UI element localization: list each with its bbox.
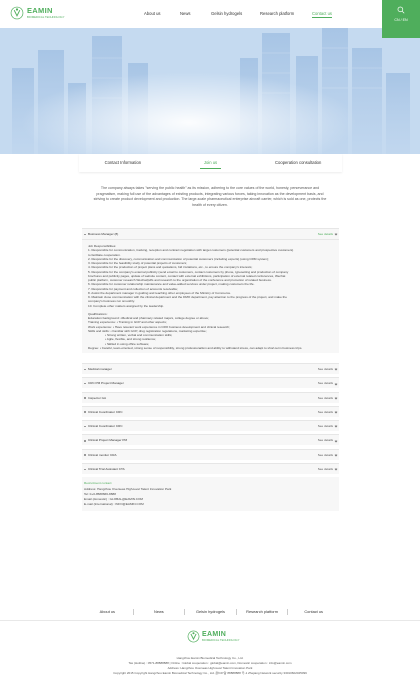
see-details-link[interactable]: See details [317,395,333,400]
job-title: Clinical Coordinator CRC [88,424,123,429]
language-switch[interactable] [382,0,420,38]
tab-cooperation-consultation[interactable]: Cooperation consultation [275,160,322,165]
footer-divider [0,620,420,621]
job-title: Clinical monitor CRA [88,452,117,457]
qualification-line: Training experience: • Training in GCP and other aspects; [88,320,167,325]
chevron-down-icon[interactable] [334,411,337,414]
job-title: CRC PM Project Manager [88,381,124,386]
job-header[interactable] [82,449,339,460]
contact-address: Address: Hangzhou Overseas High-level Talent Innovation Park [84,486,172,491]
city-skyline-image [0,28,420,154]
recruitment-intro: The company always takes "serving the public health" as its mission, adhering to the core values of the world, honesty, perseverance and pragmatism, making full use of the advantages of existing products, integrating various forces, taking innovation as the development basis, and striving to create product development and production. The large-scale pharmaceutical enterprise aircraft carrier, which is sold as one, protects the health of every citizen. [93,186,327,207]
footer-copyright: Copyright 2015 Copyright Hangzhou Eamin Biomedical Technology Co., Ltd. 浙ICP备 88888888 号-1 Zhejiang Network security 33010602045099 [113,671,307,675]
nav-about[interactable]: About us [144,11,161,16]
chevron-down-icon[interactable] [334,468,337,471]
job-header[interactable] [82,363,339,374]
brand-name: EAMIN [27,6,53,16]
job-item-expanded [82,228,339,353]
chevron-down-icon[interactable] [334,368,337,371]
responsibility-line: public platform, customer research Wechat/pdfs and research to the organization of the conference and promotion of related business. [88,278,272,282]
bullet-icon [84,440,86,442]
responsibility-line: 6. Responsible for customer relationship maintenance and value-added services under project, making customers the life. [88,282,255,287]
contact-tel: Tel: 0+0-8588666-8888 [84,491,116,496]
job-title: Clinical Coordinator CRC [88,409,123,414]
responsibility-line: 5. Responsible for the company's external publicity (send email to customers, contact customers by phone, typesetting and production of company [88,269,289,274]
responsibility-line: 7. Responsible for payment and collection of accounts receivable; [88,286,178,291]
see-details-link[interactable]: See details [317,232,333,236]
collapsed-job-item [82,434,339,445]
collapsed-job-item [82,392,339,403]
chevron-down-icon[interactable] [334,454,337,457]
see-details-link[interactable]: See details [317,438,333,443]
job-description [82,239,339,353]
footer-logo[interactable] [187,630,239,643]
qualification-line: Work experience: • Have relevant work experience in CRO business development and clinical research; [88,324,230,329]
qualifications-heading: Qualifications: [88,311,108,316]
responsibility-line: 2. Responsible for the discovery, communication and communication of potential customers (including experts) (using CRM system); [88,256,270,261]
brand-mark-icon [187,630,200,643]
job-header[interactable] [82,406,339,417]
footer-nav-contact[interactable]: Contact us [304,609,323,614]
bullet-icon [84,411,86,413]
job-header[interactable] [82,463,339,474]
bullet-icon [84,234,86,236]
brand-mark-icon [10,6,24,20]
recruitment-contact [82,477,339,511]
job-header[interactable] [82,434,339,445]
nav-news[interactable]: News [180,11,191,16]
chevron-down-icon[interactable] [334,382,337,385]
responsibility-line: to facilitate cooperation. [88,252,121,257]
footer-nav-research-platform[interactable]: Research platform [237,609,289,615]
job-header[interactable] [82,228,339,239]
skill-line: • Strong written, verbal and communication skills; [105,333,173,337]
job-title: Clinical Trial Assistant CTA [88,467,125,472]
responsibility-line: 3. Responsible for the feasibility study of potential projects of customers; [88,261,188,265]
skill-line: • Agile, flexible, and strong resilience; [105,337,157,342]
job-list [82,228,339,511]
footer-nav [82,609,339,615]
site-header [0,0,420,28]
chevron-down-icon[interactable] [334,233,337,236]
active-tab-indicator [200,168,221,169]
search-icon[interactable] [397,6,405,14]
collapsed-job-item [82,377,339,388]
hero-banner [0,28,420,154]
tab-join-us[interactable]: Join us [203,160,218,165]
footer-company: Hangzhou Eamin Biomedical Technology Co., Ltd. [176,656,244,660]
degree-line: Degree: • Careful, team-oriented, strong sense of responsibility, strong professionalism and ability to withstand stress, can adapt to short-term business trips. [88,345,303,350]
nav-contact[interactable]: Contact us [312,11,333,16]
bullet-icon [84,383,86,385]
contact-email-domestic: Email (domestic) : GLOBAL@EAMIN.COM [84,496,144,501]
see-details-link[interactable]: See details [317,381,333,386]
chevron-down-icon[interactable] [334,439,337,442]
tab-contact-information[interactable]: Contact Information [104,160,142,165]
brand-logo[interactable] [10,6,64,20]
bullet-icon [84,469,86,471]
footer-contact-line: Tax (Hotline) : 0571-88888888 | Online : Global cooperation : global@eamin.com, Domestic cooperation : info@eamin.com [128,661,292,665]
see-details-link[interactable]: See details [317,452,333,457]
job-title: Inspector GA [88,395,107,400]
responsibility-line: 4. Responsible for the production of project plans and quotations, bid invitations, etc., to ensure the company's interests; [88,265,253,270]
footer-brand-name: EAMIN [202,631,227,639]
responsibility-line: 10. Complete other matters assigned by the leadership. [88,303,165,308]
footer-nav-news[interactable]: News [134,609,186,615]
contact-title: Recruitment contact [84,481,112,486]
bullet-icon [84,454,86,456]
responsibility-line: 1. Responsible for communication, tracking, reception and contract negotiation with target customers (potential customers and prospective customers) [88,248,294,253]
see-details-link[interactable]: See details [317,409,333,414]
footer-address: Address: Hangzhou Overseas High-level Talent Innovation Park [167,666,253,670]
qualification-line: Education background: •Medical and pharmacy related majors, college degree or above; [88,316,209,320]
job-title: Medical manager [88,367,112,371]
collapsed-job-item [82,463,339,474]
collapsed-job-item [82,406,339,417]
chevron-down-icon[interactable] [334,396,337,399]
see-details-link[interactable]: See details [317,467,333,472]
contact-email-international: E-mail (International) : INFO@EAMIN.COM [84,502,144,507]
footer-nav-about[interactable]: About us [82,609,134,615]
bullet-icon [84,426,86,428]
responsibility-line: brochures and publicity pages, update of website content, contact with external exhibitions, participation of external related conferences, Wechat [88,273,286,278]
collapsed-job-item [82,363,339,374]
see-details-link[interactable]: See details [317,367,333,371]
job-header[interactable] [82,377,339,388]
skill-line: • Skilled in using office software; [105,341,150,346]
collapsed-job-item [82,420,339,431]
contact-tabs [79,154,342,172]
bullet-icon [84,369,86,371]
responsibility-line: 9. Maintain close communication with the clinical department and the DMO department, pay attention to the progress of the project, and make the [88,295,287,299]
bullet-icon [84,397,86,399]
job-header[interactable] [82,392,339,403]
qualification-line: Skills and skills: • Familiar with GCP, drug registration regulations, marketing expertise; [88,328,207,333]
job-title: Clinical Project Manager PM [88,438,128,443]
nav-gelsin-hydrogels[interactable]: Gelsin hydrogels [211,11,243,16]
nav-research-platform[interactable]: Research platform [260,11,295,16]
footer-brand-subtitle: BIOMEDICAL TECHNOLOGY [202,638,240,643]
see-details-link[interactable]: See details [317,424,333,429]
brand-subtitle: BIOMEDICAL TECHNOLOGY [27,14,65,19]
responsibility-line: company's business run smoothly. [88,299,135,304]
language-label[interactable]: CN / EN [394,18,408,22]
chevron-down-icon[interactable] [334,425,337,428]
job-header[interactable] [82,420,339,431]
collapsed-job-item [82,449,339,460]
responsibilities-heading: Job Responsibilities: [88,244,117,248]
footer-nav-gelsin-hydrogels[interactable]: Gelsin hydrogels [185,609,237,615]
responsibility-line: 8. Assist the department manager in guiding and teaching other employees of the Ministry of Commerce. [88,290,232,295]
job-title: Business Manager (8) [88,232,119,236]
